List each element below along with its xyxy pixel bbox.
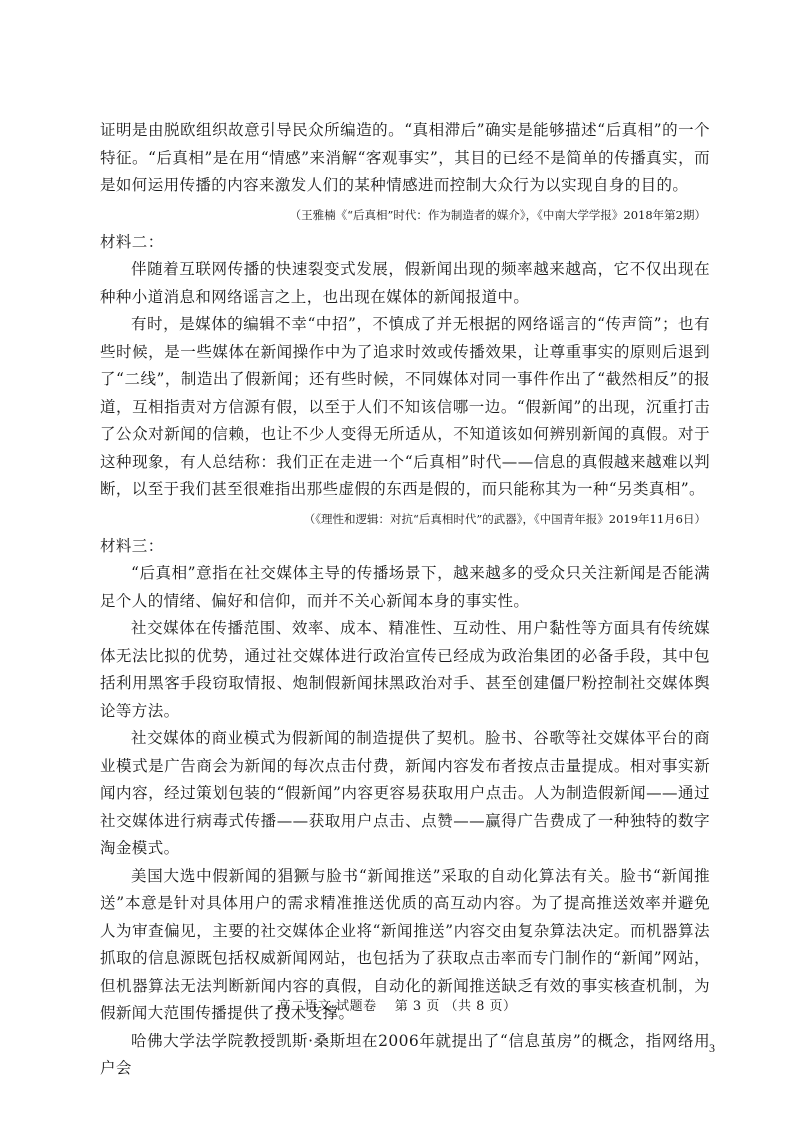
paragraph-6: 社交媒体的商业模式为假新闻的制造提供了契机。脸书、谷歌等社交媒体平台的商业模式是广告商会为新闻的每次点击付费，新闻内容发布者按点击量提成。相对事实新闻内容，经过策划包装的“假新闻”内容更容易获取用户点击。人为制造假新闻——通过社交媒体进行病毒式传播——获取用户点击、点赞——赢得广告费成了一种独特的数字淘金模式。	[100, 729, 710, 857]
paragraph-1: 证明是由脱欧组织故意引导民众所编造的。“真相滞后”确实是能够描述“后真相”的一个特征。“后真相”是在用“情感”来消解“客观事实”，其目的已经不是简单的传播真实，而是如何运用传播的内容来激发人们的某种情感进而控制大众行为以实现自身的目的。	[100, 121, 710, 194]
citation-1: （王雅楠《“后真相”时代：作为制造者的媒介》，《中南大学学报》2018年第2期）	[289, 207, 706, 222]
page-content	[100, 117, 710, 1083]
paragraph-4: “后真相”意指在社交媒体主导的传播场景下，越来越多的受众只关注新闻是否能满足个人的情绪、偏好和信仰，而并不关心新闻本身的事实性。	[100, 564, 710, 610]
material-2-heading: 材料二：	[100, 232, 164, 251]
paragraph-8: 哈佛大学法学院教授凯斯·桑斯坦在2006年就提出了“信息茧房”的概念，指网络用户会	[100, 1031, 710, 1077]
material-3-heading: 材料三：	[100, 536, 164, 555]
page-number: 3	[709, 1041, 715, 1055]
citation-2: （《理性和逻辑：对抗“后真相时代”的武器》，《中国青年报》2019年11月6日）	[303, 511, 706, 526]
paragraph-7: 美国大选中假新闻的猖獗与脸书“新闻推送”采取的自动化算法有关。脸书“新闻推送”本意是针对具体用户的需求精准推送优质的高互动内容。为了提高推送效率并避免人为审查偏见，主要的社交媒体企业将“新闻推送”内容交由复杂算法决定。而机器算法抓取的信息源既包括权威新闻网站，也包括为了获取点击率而专门制作的“新闻”网站，但机器算法无法判断新闻内容的真假，自动化的新闻推送缺乏有效的事实核查机制，为假新闻大范围传播提供了技术支撑。	[100, 866, 710, 1022]
page-footer: 高二语文 试题卷 第 3 页 （共 8 页）	[277, 999, 517, 1014]
paragraph-2: 伴随着互联网传播的快速裂变式发展，假新闻出现的频率越来越高，它不仅出现在种种小道消息和网络谣言之上，也出现在媒体的新闻报道中。	[100, 260, 710, 306]
paragraph-3: 有时，是媒体的编辑不幸“中招”，不慎成了并无根据的网络谣言的“传声筒”；也有些时候，是一些媒体在新闻操作中为了追求时效或传播效果，让尊重事实的原则后退到了“二线”，制造出了假新闻；还有些时候，不同媒体对同一事件作出了“截然相反”的报道，互相指责对方信源有假，以至于人们不知该信哪一边。“假新闻”的出现，沉重打击了公众对新闻的信赖，也让不少人变得无所适从，不知道该如何辨别新闻的真假。对于这种现象，有人总结称：我们正在走进一个“后真相”时代——信息的真假越来越难以判断，以至于我们甚至很难指出那些虚假的东西是假的，而只能称其为一种“另类真相”。	[100, 315, 710, 498]
paragraph-5: 社交媒体在传播范围、效率、成本、精准性、互动性、用户黏性等方面具有传统媒体无法比拟的优势，通过社交媒体进行政治宣传已经成为政治集团的必备手段，其中包括利用黑客手段窃取情报、炮制假新闻抹黑政治对手、甚至创建僵尸粉控制社交媒体舆论等方法。	[100, 619, 710, 720]
